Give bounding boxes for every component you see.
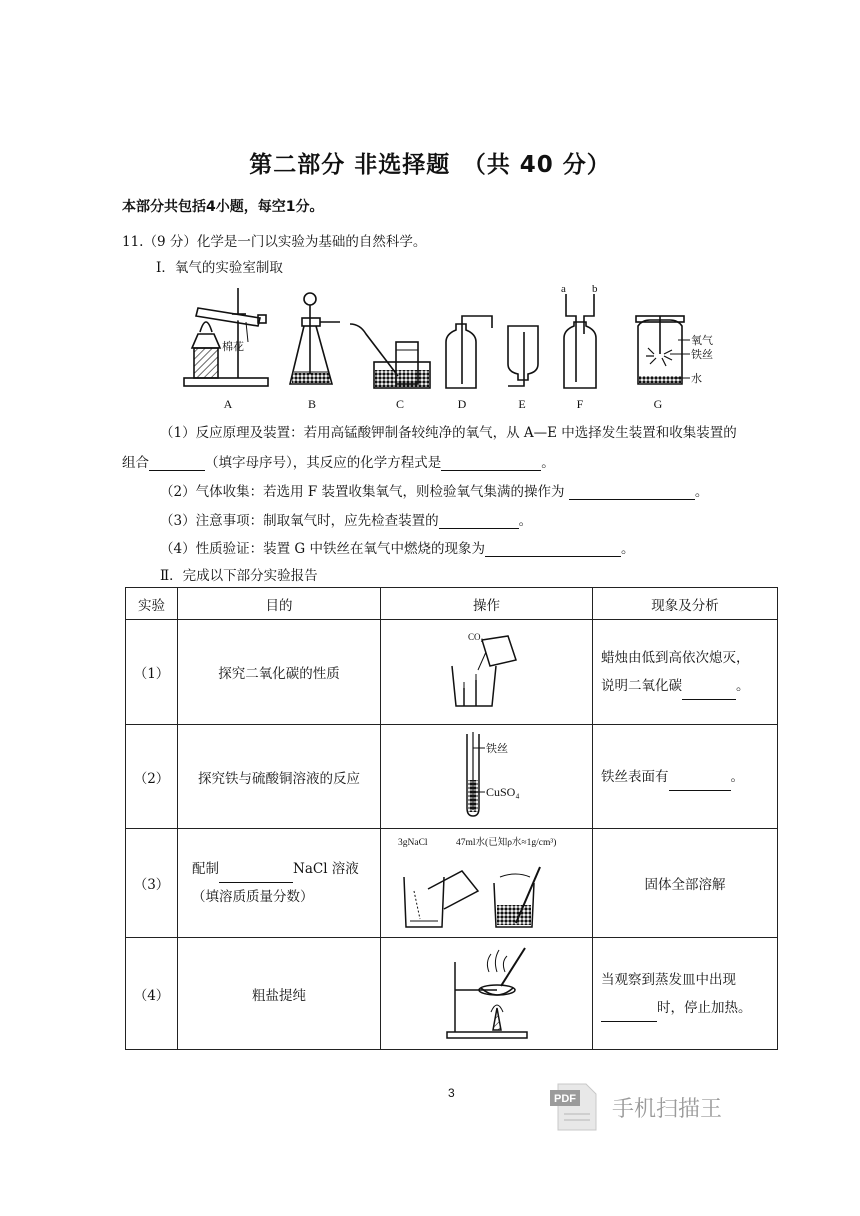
row-number: （4） (126, 938, 178, 1050)
apparatus-label-c: C (395, 397, 405, 411)
label-g-iron: 铁丝 (691, 349, 713, 361)
label-cotton: 棉花 (222, 341, 244, 353)
header-result: 现象及分析 (593, 588, 778, 620)
experiment-report-table (125, 587, 778, 1050)
apparatus-c (350, 324, 430, 388)
part2-title: Ⅱ．完成以下部分实验报告 (160, 568, 318, 584)
row-result: 当观察到蒸发皿中出现 时，停止加热。 (593, 938, 778, 1050)
row-number: （2） (126, 725, 178, 829)
apparatus-e (508, 326, 538, 386)
oxygen-apparatus-figure (170, 284, 730, 414)
table-row (126, 938, 778, 1050)
sub-question-1-line1: （1）反应原理及装置：若用高锰酸钾制备较纯净的氧气，从 A—E 中选择发生装置和收集装置的 (160, 425, 737, 441)
operation-figure-evaporation (381, 938, 593, 1050)
evaporation-icon (437, 942, 537, 1042)
row-purpose: 探究铁与硫酸铜溶液的反应 (178, 725, 381, 829)
table-row (126, 725, 778, 829)
answer-blank-2[interactable] (569, 485, 695, 500)
answer-blank-r1[interactable] (682, 685, 736, 700)
apparatus-g (636, 316, 690, 384)
label-water: 47ml水(已知ρ水≈1g/cm³) (455, 838, 556, 848)
sub-question-2: （2）气体收集：若选用 F 装置收集氧气，则检验氧气集满的操作为 。 (160, 484, 709, 500)
operation-figure-nacl (381, 829, 593, 938)
pdf-badge: PDF (554, 1093, 576, 1105)
sub-question-4: （4）性质验证：装置 G 中铁丝在氧气中燃烧的现象为 。 (160, 541, 635, 557)
part1-title: Ⅰ．氧气的实验室制取 (156, 260, 283, 276)
apparatus-label-e: E (518, 397, 526, 411)
apparatus-label-b: B (307, 397, 317, 411)
header-experiment: 实验 (126, 588, 178, 620)
row-result: 蜡烛由低到高依次熄灭， 说明二氧化碳 。 (593, 620, 778, 725)
table-row (126, 620, 778, 725)
answer-blank-1b[interactable] (441, 456, 541, 471)
header-purpose: 目的 (178, 588, 381, 620)
pdf-watermark-icon (548, 1082, 600, 1132)
row-purpose: 探究二氧化碳的性质 (178, 620, 381, 725)
table-header-row (126, 588, 778, 620)
label-nacl: 3gNaCl (397, 838, 428, 848)
apparatus-d (446, 316, 492, 388)
watermark-text: 手机扫描王 (612, 1097, 723, 1122)
row-purpose: 粗盐提纯 (178, 938, 381, 1050)
page-number: 3 (448, 1086, 455, 1100)
label-b: b (592, 284, 598, 295)
row-result: 铁丝表面有 。 (593, 725, 778, 829)
section-intro: 本部分共包括4小题，每空1分。 (122, 199, 324, 215)
section-title: 第二部分 非选择题 （共 40 分） (249, 152, 611, 178)
answer-blank-3[interactable] (439, 514, 519, 529)
sub-question-1-line2: 组合 （填字母序号），其反应的化学方程式是 。 (122, 455, 555, 471)
label-iron-wire: 铁丝 (485, 742, 508, 755)
label-g-oxygen: 氧气 (691, 335, 713, 347)
label-cuso4: CuSO₄ (485, 784, 520, 799)
sub-question-3: （3）注意事项：制取氧气时，应先检查装置的 。 (160, 513, 533, 529)
header-operation: 操作 (381, 588, 593, 620)
operation-figure-iron (381, 725, 593, 829)
apparatus-b (290, 293, 340, 384)
row-number: （1） (126, 620, 178, 725)
apparatus-label-d: D (457, 397, 467, 411)
dissolving-icon (384, 831, 590, 931)
operation-figure-co2 (381, 620, 593, 725)
test-tube-icon (437, 730, 537, 820)
question-11-header: 11.（9 分）化学是一门以实验为基础的自然科学。 (122, 234, 427, 250)
answer-blank-r4[interactable] (601, 1007, 657, 1022)
label-co2: CO₂ (467, 632, 484, 642)
apparatus-label-g: G (653, 397, 663, 411)
row-result: 固体全部溶解 (593, 829, 778, 938)
co2-pouring-icon (442, 630, 532, 710)
answer-blank-r3[interactable] (219, 868, 293, 883)
answer-blank-1a[interactable] (149, 456, 205, 471)
answer-blank-4[interactable] (485, 542, 621, 557)
table-row (126, 829, 778, 938)
apparatus-f (564, 294, 596, 388)
apparatus-label-f: F (576, 397, 584, 411)
label-g-water: 水 (691, 373, 702, 385)
answer-blank-r2[interactable] (669, 776, 731, 791)
apparatus-a (184, 288, 268, 386)
apparatus-label-a: A (223, 397, 233, 411)
row-purpose: 配制 NaCl 溶液 （填溶质质量分数） (178, 829, 381, 938)
row-number: （3） (126, 829, 178, 938)
label-a: a (561, 284, 566, 295)
